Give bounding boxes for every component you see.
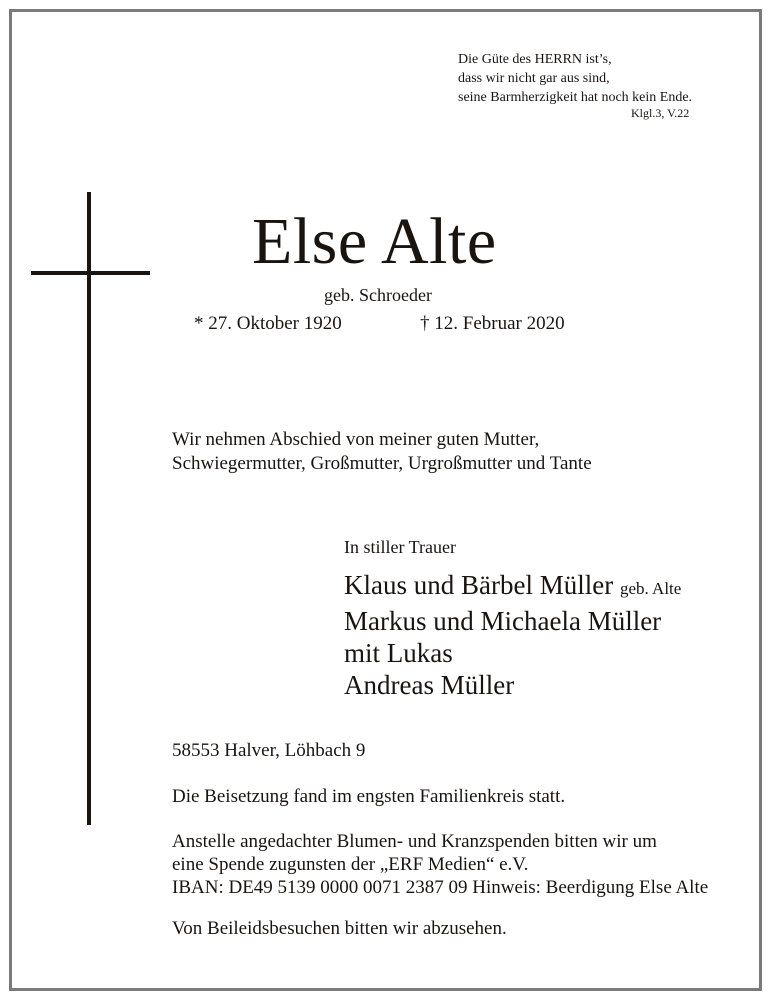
deceased-name: Else Alte: [252, 205, 497, 278]
mourner-name: mit Lukas: [344, 638, 453, 668]
condolence-note: Von Beileidsbesuchen bitten wir abzusehen.: [172, 918, 507, 939]
death-date: † 12. Februar 2020: [420, 313, 565, 334]
maiden-name: geb. Schroeder: [324, 285, 432, 305]
donation-note: [172, 830, 708, 899]
farewell-line: Wir nehmen Abschied von meiner guten Mutter,: [172, 429, 540, 450]
farewell-line: Schwiegermutter, Großmutter, Urgroßmutter und Tante: [172, 453, 592, 474]
mourners-list: [344, 569, 681, 701]
donation-line: eine Spende zugunsten der „ERF Medien“ e.V.: [172, 854, 529, 875]
mourner-entry: [344, 569, 681, 605]
mourner-entry: [344, 669, 681, 701]
mourner-entry: [344, 637, 681, 669]
bible-verse: [458, 50, 692, 107]
mourner-name: Klaus und Bärbel Müller: [344, 570, 614, 600]
mourning-label: In stiller Trauer: [344, 537, 456, 557]
donation-line: Anstelle angedachter Blumen- und Kranzspenden bitten wir um: [172, 831, 657, 852]
cross-icon-bar: [31, 271, 150, 275]
birth-date: * 27. Oktober 1920: [194, 313, 342, 334]
burial-note: Die Beisetzung fand im engsten Familienkreis statt.: [172, 786, 566, 807]
verse-line: seine Barmherzigkeit hat noch kein Ende.: [458, 90, 693, 105]
mourner-suffix: geb. Alte: [619, 579, 682, 598]
cross-icon: [87, 192, 91, 825]
verse-line: dass wir nicht gar aus sind,: [458, 71, 610, 86]
mourner-name: Andreas Müller: [344, 670, 515, 700]
donation-iban: IBAN: DE49 5139 0000 0071 2387 09 Hinweis: Beerdigung Else Alte: [172, 877, 709, 898]
family-address: 58553 Halver, Löhbach 9: [172, 740, 366, 761]
mourner-name: Markus und Michaela Müller: [344, 606, 662, 636]
farewell-text: [172, 428, 592, 476]
verse-line: Die Güte des HERRN ist’s,: [458, 52, 612, 67]
mourner-entry: [344, 605, 681, 637]
verse-reference: Klgl.3, V.22: [631, 106, 690, 120]
